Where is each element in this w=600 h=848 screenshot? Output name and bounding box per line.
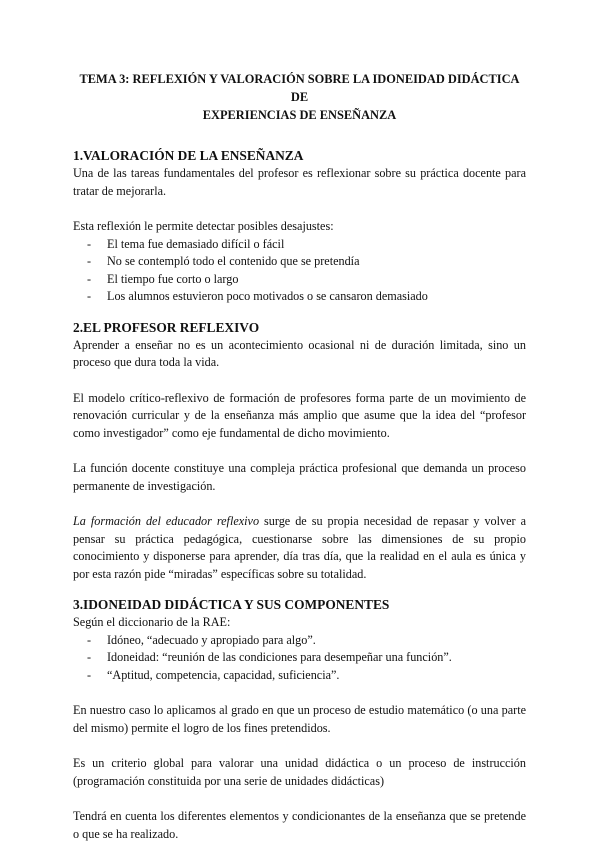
section-3-list [73, 632, 526, 685]
list-item-text: El tiempo fue corto o largo [107, 271, 239, 286]
section-2-heading: 2.EL PROFESOR REFLEXIVO [73, 319, 260, 335]
section-3-heading: 3.IDONEIDAD DIDÁCTICA Y SUS COMPONENTES [73, 597, 390, 612]
section-2-paragraph-1: Aprender a enseñar no es un acontecimiento ocasional ni de duración limitada, sino un proceso que dura toda la vida. [73, 337, 526, 369]
section-3-paragraph-4: Tendrá en cuenta los diferentes elementos y condicionantes de la enseñanza que se pretende o que se ha realizado. [73, 809, 526, 841]
bullet-dash: - [87, 632, 92, 647]
section-3-paragraph-2: En nuestro caso lo aplicamos al grado en que un proceso de estudio matemático (o una parte del mismo) permite el logro de los fines pretendidos. [73, 703, 526, 735]
title-line-1: TEMA 3: REFLEXIÓN Y VALORACIÓN SOBRE LA IDONEIDAD DIDÁCTICA DE [79, 72, 520, 104]
section-2-paragraph-3: La función docente constituye una compleja práctica profesional que demanda un proceso permanente de investigación. [73, 461, 526, 493]
title-line-2: EXPERIENCIAS DE ENSEÑANZA [202, 108, 397, 122]
list-item-text: Idóneo, “adecuado y apropiado para algo”. [107, 632, 316, 647]
list-item [87, 667, 526, 685]
bullet-dash: - [87, 667, 92, 682]
section-2-paragraph-2: El modelo crítico-reflexivo de formación de profesores forma parte de un movimiento de renovación curricular y de la enseñanza más amplio que asume que la idea del “profesor como investigador” como eje fundamental de dicho movimiento. [73, 390, 526, 440]
paragraph-text: surge de su propia necesidad de repasar y volver a pensar su práctica pedagógica, cuestionarse sobre las dimensiones de su propio conocimiento y disponerse para aprender, día tras día, que la realidad en el aula es única y por esta razón pide “miradas” específicas sobre su totalidad. [73, 514, 526, 581]
section-3-paragraph-3: Es un criterio global para valorar una unidad didáctica o un proceso de instrucción (programación constituida por una serie de unidades didácticas) [73, 756, 526, 788]
list-item [87, 649, 526, 667]
list-item [87, 271, 526, 289]
document-title [73, 70, 526, 124]
bullet-dash: - [87, 650, 92, 664]
section-1-paragraph-2: Esta reflexión le permite detectar posibles desajustes: [73, 219, 334, 233]
list-item [87, 632, 526, 650]
section-1-list [73, 236, 526, 306]
italic-phrase: La formación del educador reflexivo [73, 514, 260, 528]
bullet-dash: - [87, 271, 92, 286]
list-item-text: “Aptitud, competencia, capacidad, suficiencia”. [107, 667, 340, 682]
bullet-dash: - [87, 254, 92, 268]
bullet-dash: - [87, 289, 92, 303]
list-item-text: Idoneidad: “reunión de las condiciones para desempeñar una función”. [107, 650, 452, 664]
section-1-heading: 1.VALORACIÓN DE LA ENSEÑANZA [73, 148, 304, 163]
list-item-text: No se contempló todo el contenido que se pretendía [107, 254, 360, 268]
list-item-text: Los alumnos estuvieron poco motivados o se cansaron demasiado [107, 289, 428, 303]
list-item [87, 288, 526, 306]
section-1-paragraph-1: Una de las tareas fundamentales del profesor es reflexionar sobre su práctica docente para tratar de mejorarla. [73, 166, 526, 198]
list-item [87, 253, 526, 271]
list-item-text: El tema fue demasiado difícil o fácil [107, 236, 285, 251]
section-3-paragraph-1: Según el diccionario de la RAE: [73, 615, 231, 629]
section-2-paragraph-4 [73, 513, 526, 583]
bullet-dash: - [87, 236, 92, 251]
list-item [87, 236, 526, 254]
